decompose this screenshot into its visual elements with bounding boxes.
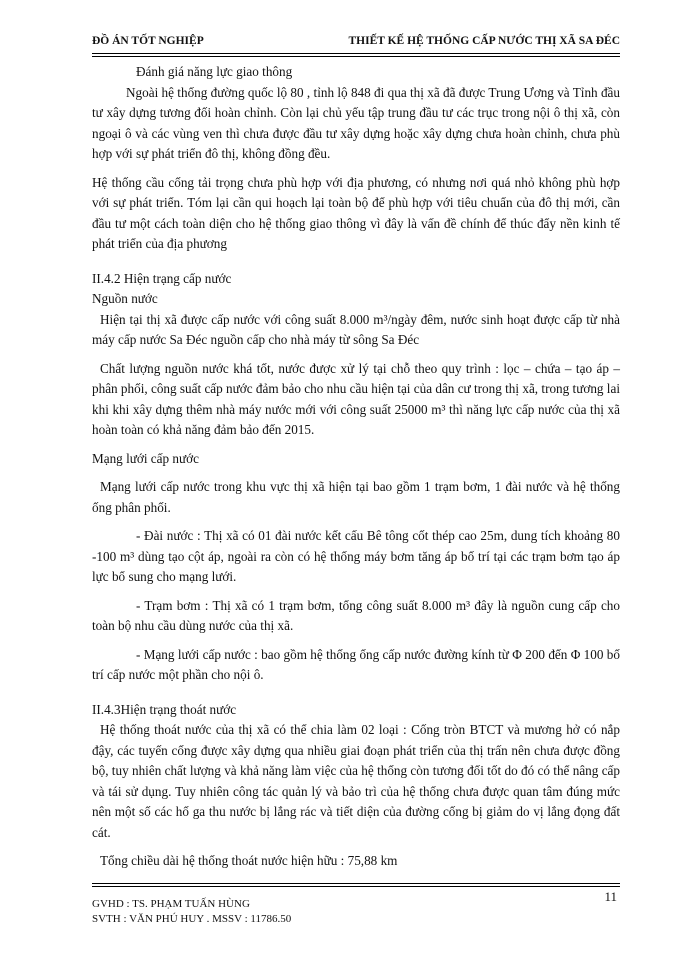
paragraph-roads: Ngoài hệ thống đường quốc lộ 80 , tỉnh lộ 848 đi qua thị xã đã được Trung Ương và Tỉnh đầu tư xây dựng tương đối hoàn chỉnh. Còn lại chủ yếu tập trung đầu tư các trục trong nội ô thị xã, còn ngoại ô và các vùng ven thì chưa được đầu tư xây dựng hoặc xây dựng chưa hoàn chỉnh, chưa phù hợp với sự phát triển đô thị, không đồng đều. xyxy=(92,84,620,161)
bullet-water-tower: - Đài nước : Thị xã có 01 đài nước kết cấu Bê tông cốt thép cao 25m, dung tích khoảng 80 -100 m³ dùng tạo cột áp, ngoài ra còn có hệ thống máy bơm tăng áp bố trí tại các trạm bơm tạo áp lực bổ sung cho mạng lưới. xyxy=(92,528,620,584)
bullet-pipe-network: - Mạng lưới cấp nước : bao gồm hệ thống ống cấp nước đường kính từ Φ 200 đến Φ 100 bố trí cấp nước một phần cho nội ô. xyxy=(92,646,620,682)
header-divider-top xyxy=(92,53,620,54)
subheading-water-source: Nguồn nước xyxy=(92,291,158,306)
paragraph-bridges: Hệ thống cầu cống tải trọng chưa phù hợp với địa phương, có nhưng nơi quá nhỏ không phù hợp với sự phát triển. Tóm lại cần qui hoạch lại toàn bộ để phù hợp với tiêu chuẩn của đô thị mới, cần đầu tư một cách toàn diện cho hệ thống giao thông vì đây là vấn đề chính để thúc đẩy nền kinh tế phát triển của địa phương xyxy=(92,174,620,251)
paragraph-traffic-heading: Đánh giá năng lực giao thông xyxy=(136,64,293,79)
footer-advisor: GVHD : TS. PHẠM TUẤN HÙNG xyxy=(92,898,250,910)
footer-divider-top xyxy=(92,883,620,884)
paragraph-supply-network: Mạng lưới cấp nước trong khu vực thị xã hiện tại bao gồm 1 trạm bơm, 1 đài nước và hệ thống ống phân phối. xyxy=(92,479,620,515)
bullet-pump-station: - Trạm bơm : Thị xã có 1 trạm bơm, tổng công suất 8.000 m³ đây là nguồn cung cấp cho toàn bộ nhu cầu dùng nước của thị xã. xyxy=(92,597,620,633)
subheading-supply-network: Mạng lưới cấp nước xyxy=(92,450,199,466)
page-footer xyxy=(92,897,291,927)
page-header xyxy=(92,35,620,51)
paragraph-drainage-length: Tổng chiều dài hệ thống thoát nước hiện hữu : 75,88 km xyxy=(100,853,398,868)
footer-divider-bottom xyxy=(92,886,620,887)
page-number: 11 xyxy=(604,889,617,904)
paragraph-water-source: Hiện tại thị xã được cấp nước với công suất 8.000 m³/ngày đêm, nước sinh hoạt được cấp từ nhà máy cấp nước Sa Đéc nguồn cấp cho nhà máy từ sông Sa Đéc xyxy=(92,311,620,347)
header-right-title: THIẾT KẾ HỆ THỐNG CẤP NƯỚC THỊ XÃ SA ĐÉC xyxy=(348,35,620,47)
document-body xyxy=(92,62,620,872)
section-heading-water-supply: II.4.2 Hiện trạng cấp nước xyxy=(92,270,232,286)
paragraph-drainage: Hệ thống thoát nước của thị xã có thể chia làm 02 loại : Cống tròn BTCT và mương hở có nắp đậy, các tuyến cống được xây dựng qua nhiều giai đoạn phát triển của thị trấn nên chưa được đồng bộ, tuy nhiên chất lượng và khả năng làm việc của hệ thống còn tương đối tốt do đó có thể nâng cấp và tái sử dụng. Tuy nhiên công tác quản lý và bảo trì của hệ thống chưa được quan tâm đúng mức nên một số các hố ga thu nước bị lắng rác và tiết diện của đường cống bị giảm do vị lắng đọng đất cát. xyxy=(92,722,620,840)
header-divider-bottom xyxy=(92,56,620,57)
footer-student: SVTH : VĂN PHÚ HUY . MSSV : 11786.50 xyxy=(92,913,292,925)
header-left-title: ĐỒ ÁN TỐT NGHIỆP xyxy=(92,35,204,47)
paragraph-water-quality: Chất lượng nguồn nước khá tốt, nước được xử lý tại chỗ theo quy trình : lọc – chứa – tạo áp – phân phối, công suất cấp nước đảm bảo cho nhu cầu hiện tại của dân cư trong thị xã, trong tương lai khi khi xây dựng thêm nhà máy nước mới với công suất 25000 m³ thì năng lực cấp nước của thị xã hoàn toàn có khả năng đảm bảo đến 2015. xyxy=(92,360,620,437)
section-heading-drainage: II.4.3Hiện trạng thoát nước xyxy=(92,701,237,717)
